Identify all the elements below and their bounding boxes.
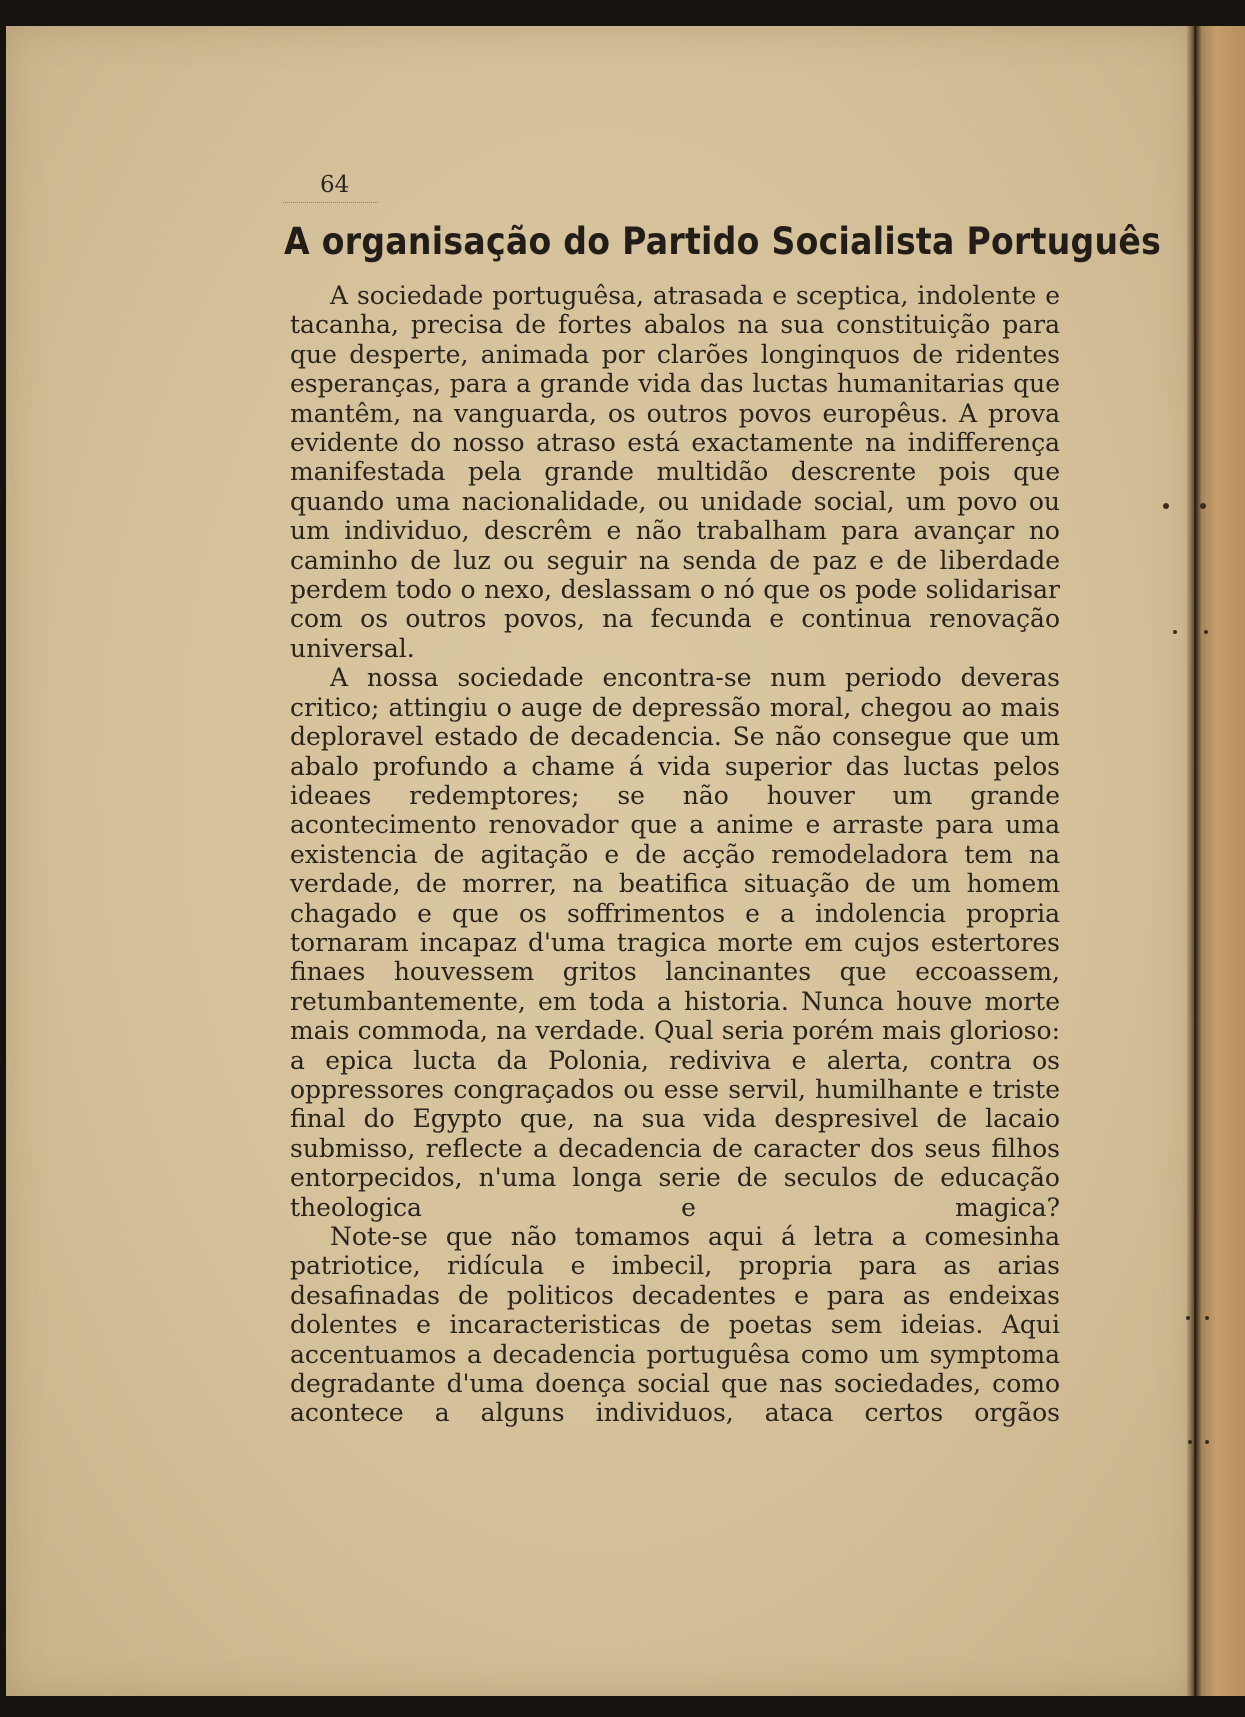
article-title: A organisação do Partido Socialista Português	[284, 220, 1162, 263]
paragraph: Note-se que não tomamos aqui á letra a comesinha patriotice, ridícula e imbecil, propria para as arias desafinadas de politicos decadentes e para as endeixas dolentes e incaracteristicas de poetas sem ideias. Aqui accentuamos a decadencia portuguêsa como um symptoma degradante d'uma doença social que nas sociedades, como acontece a alguns individuos, ataca certos orgãos	[290, 1222, 1060, 1428]
ink-spot	[1173, 630, 1177, 634]
paragraph: A nossa sociedade encontra-se num periodo deveras critico; attingiu o auge de depressão moral, chegou ao mais deploravel estado de decadencia. Se não consegue que um abalo profundo a chame á vida superior das luctas pelos ideaes redemptores; se não houver um grande acontecimento renovador que a anime e arraste para uma existencia de agitação e de acção remodeladora tem na verdade, de morrer, na beatifica situação de um homem chagado e que os soffrimentos e a indolencia propria tornaram incapaz d'uma tragica morte em cujos estertores finaes houvessem gritos lancinantes que eccoassem, retumbantemente, em toda a historia. Nunca houve morte mais commoda, na verdade. Qual seria porém mais glorioso: a epica lucta da Polonia, rediviva e alerta, contra os oppressores congraçados ou esse servil, humilhante e triste final do Egypto que, na sua vida despresivel de lacaio submisso, reflecte a decadencia de caracter dos seus filhos entorpecidos, n'uma longa serie de seculos de educação theologica e magica?	[290, 663, 1060, 1222]
ink-spot	[1186, 1316, 1190, 1320]
ink-spot	[1200, 503, 1206, 509]
ink-spot	[1205, 1440, 1209, 1444]
ink-spot	[1205, 1316, 1209, 1320]
paragraph: A sociedade portuguêsa, atrasada e sceptica, indolente e tacanha, precisa de fortes abalos na sua constituição para que desperte, animada por clarões longinquos de ridentes esperanças, para a grande vida das luctas humanitarias que mantêm, na vanguarda, os outros povos europêus. A prova evidente do nosso atraso está exactamente na indifferença manifestada pela grande multidão descrente pois que quando uma nacionalidade, ou unidade social, um povo ou um individuo, descrêm e não trabalham para avançar no caminho de luz ou seguir na senda de paz e de liberdade perdem todo o nexo, deslassam o nó que os pode solidarisar com os outros povos, na fecunda e continua renovação universal.	[290, 281, 1060, 663]
ink-spot	[1204, 630, 1208, 634]
page-number-rule	[283, 202, 378, 203]
article-body	[290, 281, 1060, 1428]
ink-spot	[1188, 1440, 1192, 1444]
page-number: 64	[320, 172, 350, 198]
adjacent-page-edge	[1196, 26, 1245, 1696]
ink-spot	[1163, 503, 1169, 509]
